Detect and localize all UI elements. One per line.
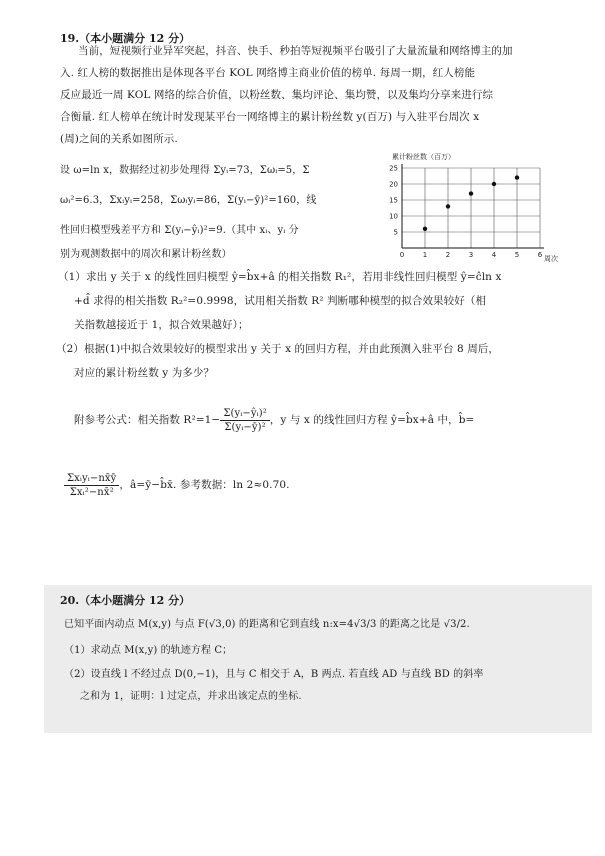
b-numerator: Σxᵢyᵢ−nx̄ȳ bbox=[64, 472, 119, 486]
x-tick-label: 4 bbox=[491, 251, 497, 259]
q20-line-3: （2）设直线 l 不经过点 D(0,−1)，且与 C 相交于 A，B 两点. 若直线 AD 与直线 BD 的斜率 bbox=[64, 669, 484, 680]
y-tick-label: 15 bbox=[389, 196, 398, 205]
q19-stats-line-4: 别为观测数据中的周次和累计粉丝数） bbox=[60, 249, 232, 260]
q19-para-line-1: 当前，短视频行业异军突起，抖音、快手、秒拍等短视频平台吸引了大量流量和网络博主的加 bbox=[78, 45, 513, 57]
data-point bbox=[469, 191, 473, 195]
q19-formula-line-2 bbox=[64, 465, 290, 505]
x-tick-label: 3 bbox=[468, 251, 474, 259]
chart-x-label: 周次 bbox=[544, 255, 558, 263]
formula-suffix: ，y 与 x 的线性回归方程 ŷ=b̂x+â 中，b̂= bbox=[269, 414, 475, 426]
q19-part1-line-1: （1）求出 y 关于 x 的线性回归模型 ŷ=b̂x+â 的相关指数 R₁²，若用非线性回归模型 ŷ=ĉln x bbox=[58, 271, 502, 283]
data-point bbox=[446, 204, 450, 208]
chart-title: 累计粉丝数（百万） bbox=[392, 153, 455, 161]
b-fraction bbox=[64, 472, 119, 499]
x-tick-label: 1 bbox=[422, 251, 428, 259]
y-tick-label: 25 bbox=[389, 164, 398, 173]
x-tick-label: 6 bbox=[537, 251, 543, 259]
q19-title: 19.（本小题满分 12 分） bbox=[60, 32, 191, 45]
q19-formula-line-1 bbox=[74, 400, 474, 440]
chart-axes bbox=[402, 164, 544, 248]
fans-scatter-chart bbox=[380, 150, 560, 265]
q19-stats-line-1: 设 ω=ln x，数据经过初步处理得 Σyᵢ=73，Σωᵢ=5，Σ bbox=[60, 165, 310, 176]
q20-line-2: （1）求动点 M(x,y) 的轨迹方程 C； bbox=[64, 645, 233, 656]
q19-stats-line-3: 性回归模型残差平方和 Σ(yᵢ−ŷᵢ)²=9.（其中 xᵢ、yᵢ 分 bbox=[60, 225, 299, 236]
formula-prefix: 附参考公式：相关指数 R²=1− bbox=[74, 414, 221, 426]
b-denominator: Σxᵢ²−nx̄² bbox=[69, 486, 114, 498]
q19-para-line-5: (周)之间的关系如图所示. bbox=[60, 133, 178, 145]
x-tick-label: 2 bbox=[445, 251, 451, 259]
r2-denominator: Σ(yᵢ−ȳ)² bbox=[224, 421, 266, 433]
q19-part2-line-2: 对应的累计粉丝数 y 为多少？ bbox=[74, 367, 215, 379]
r2-fraction bbox=[220, 407, 269, 434]
chart-grid bbox=[402, 168, 540, 248]
x-tick-label: 5 bbox=[514, 251, 520, 259]
data-point bbox=[492, 182, 496, 186]
q19-part1-line-3: 关指数越接近于 1，拟合效果越好）； bbox=[74, 319, 249, 331]
y-tick-label: 10 bbox=[389, 212, 398, 221]
q20-line-4: 之和为 1，证明：l 过定点，并求出该定点的坐标. bbox=[80, 691, 302, 702]
r2-numerator: Σ(yᵢ−ŷᵢ)² bbox=[220, 407, 269, 421]
q20-title: 20.（本小题满分 12 分） bbox=[60, 594, 191, 607]
q19-para-line-2: 入. 红人榜的数据推出是体现各平台 KOL 网络博主商业价值的榜单. 每周一期，红人榜能 bbox=[60, 67, 476, 79]
q19-stats-line-2: ωᵢ²=6.3，Σxᵢyᵢ=258，Σωᵢyᵢ=86，Σ(yᵢ−ȳ)²=160，线 bbox=[60, 195, 317, 206]
q19-para-line-3: 反应最近一周 KOL 网络的综合价值，以粉丝数、集均评论、集均赞，以及集均分享来进行综 bbox=[60, 89, 494, 101]
y-tick-label: 20 bbox=[389, 180, 398, 189]
data-point bbox=[423, 227, 427, 231]
y-tick-label: 5 bbox=[393, 228, 398, 237]
q19-para-line-4: 合衡量. 红人榜单在统计时发现某平台一网络博主的累计粉丝数 y(百万) 与入驻平台周次 x bbox=[60, 111, 480, 123]
formula-ref-data: ，â=ȳ−b̂x̄. 参考数据：ln 2≈0.70. bbox=[119, 479, 290, 491]
q20-line-1: 已知平面内动点 M(x,y) 与点 F(√3,0) 的距离和它到直线 n:x=4√3/3 的距离之比是 √3/2. bbox=[64, 619, 470, 630]
x-tick-label: 0 bbox=[399, 251, 405, 259]
data-point bbox=[515, 175, 519, 179]
chart-x-ticks bbox=[400, 251, 543, 259]
chart-y-ticks bbox=[389, 165, 398, 237]
q19-part1-line-2: +d̂ 求得的相关指数 R₂²=0.9998，试用相关指数 R² 判断哪种模型的拟合效果较好（相 bbox=[74, 295, 487, 307]
q19-part2-line-1: （2）根据(1)中拟合效果较好的模型求出 y 关于 x 的回归方程，并由此预测入驻平台 8 周后， bbox=[56, 343, 500, 355]
